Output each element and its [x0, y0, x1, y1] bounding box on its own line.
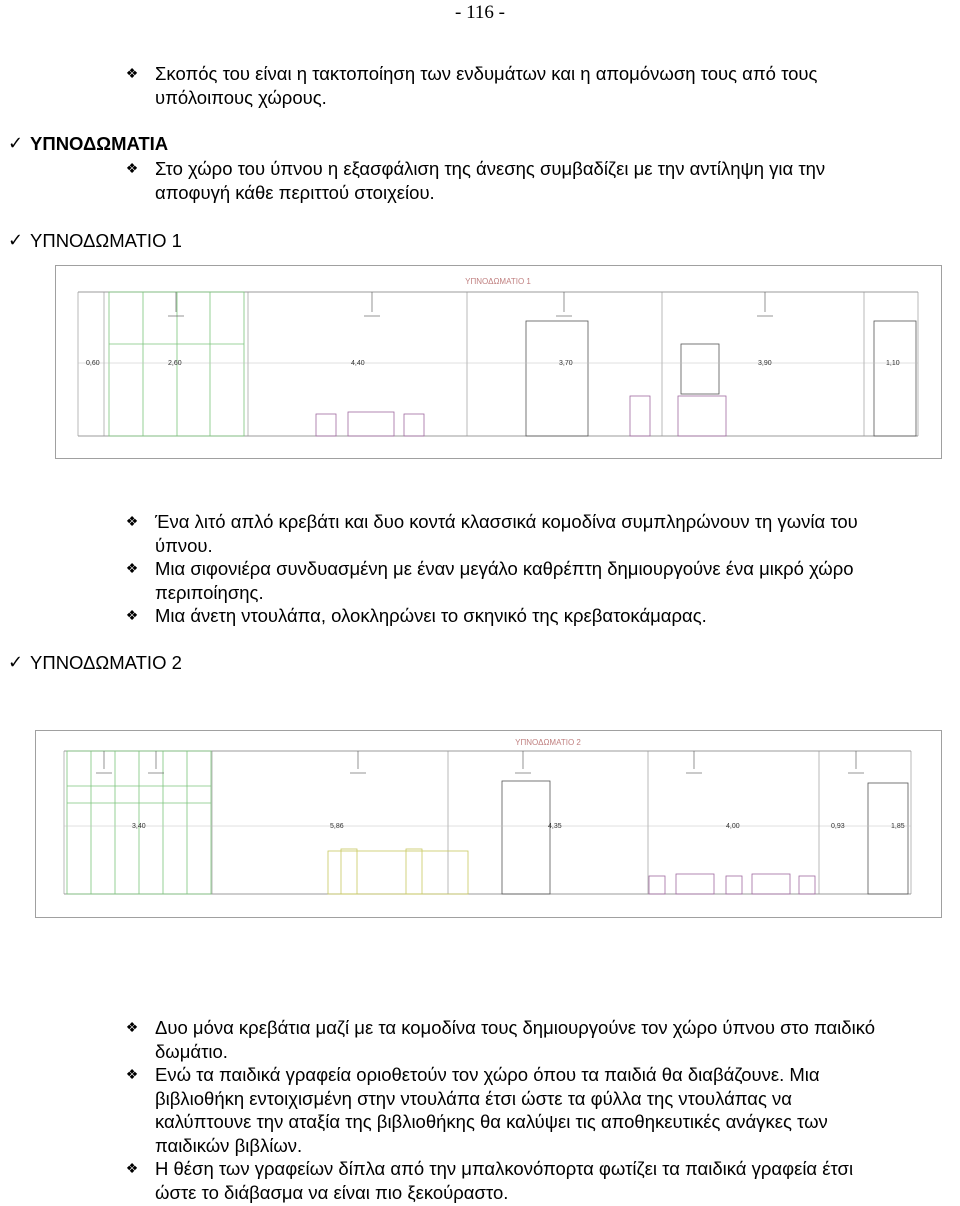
drawing-title: ΥΠΝΟΔΩΜΑΤΙΟ 1 — [465, 277, 531, 286]
diamond-bullet-icon: ❖ — [125, 1160, 139, 1176]
bedroom1-bullet: Ένα λιτό απλό κρεβάτι και δυο κοντά κλασσικά κομοδίνα συμπληρώνουν τη γωνία του ύπνου. — [155, 511, 858, 556]
diamond-bullet-icon: ❖ — [125, 607, 139, 623]
bedroom1-bullet: Μια σιφονιέρα συνδυασμένη με έναν μεγάλο καθρέπτη δημιουργούνε ένα μικρό χώρο περιποίησης. — [155, 558, 854, 603]
dim-label: 3,70 — [559, 360, 573, 367]
dim-label: 4,35 — [548, 823, 562, 830]
dim-label: 1,10 — [886, 360, 900, 367]
bedroom2-bullet: Η θέση των γραφείων δίπλα από την μπαλκονόπορτα φωτίζει τα παιδικά γραφεία έτσι ώστε το διάβασμα να είναι πιο ξεκούραστο. — [155, 1158, 854, 1203]
bedroom2-bullet: Ενώ τα παιδικά γραφεία οριοθετούν τον χώρο όπου τα παιδιά θα διαβάζουνε. Μια βιβλιοθήκη εντοιχισμένη στην ντουλάπα έτσι ώστε τα φύλλα της ντουλάπας να καλύπτουνε την αταξία της βιβλιοθήκης θα καλύψει τις αποθηκευτικές ανάγκες των παιδικών βιβλίων. — [155, 1064, 828, 1156]
section-heading-bedrooms: ΥΠΝΟΔΩΜΑΤΙΑ — [30, 133, 169, 154]
dim-label: 3,90 — [758, 360, 772, 367]
bedroom1-elevation-drawing — [55, 265, 942, 459]
drawing-title: ΥΠΝΟΔΩΜΑΤΙΟ 2 — [515, 738, 581, 747]
diamond-bullet-icon: ❖ — [125, 1066, 139, 1082]
diamond-bullet-icon: ❖ — [125, 513, 139, 529]
diamond-bullet-icon: ❖ — [125, 1019, 139, 1035]
intro-paragraph: Σκοπός του είναι η τακτοποίηση των ενδυμάτων και η απομόνωση τους από τους υπόλοιπους χώρους. — [155, 63, 818, 108]
bedroom2-elevation-drawing — [35, 730, 942, 918]
dim-label: 3,40 — [132, 823, 146, 830]
bedroom1-heading: ΥΠΝΟΔΩΜΑΤΙΟ 1 — [30, 230, 182, 251]
bedroom2-bullet: Δυο μόνα κρεβάτια μαζί με τα κομοδίνα τους δημιουργούνε τον χώρο ύπνου στο παιδικό δωμάτιο. — [155, 1017, 876, 1062]
bedroom1-bullet: Μια άνετη ντουλάπα, ολοκληρώνει το σκηνικό της κρεβατοκάμαρας. — [155, 605, 707, 626]
dim-label: 0,60 — [86, 360, 100, 367]
dim-label: 5,86 — [330, 823, 344, 830]
dim-label: 4,00 — [726, 823, 740, 830]
bedroom2-heading: ΥΠΝΟΔΩΜΑΤΙΟ 2 — [30, 652, 182, 673]
bedrooms-paragraph: Στο χώρο του ύπνου η εξασφάλιση της άνεσης συμβαδίζει με την αντίληψη για την αποφυγή κάθε περιττού στοιχείου. — [155, 158, 826, 203]
diamond-bullet-icon: ❖ — [125, 65, 139, 81]
diamond-bullet-icon: ❖ — [125, 560, 139, 576]
page-number: - 116 - — [455, 2, 505, 23]
dim-label: 4,40 — [351, 360, 365, 367]
dim-label: 2,60 — [168, 360, 182, 367]
checkmark-icon: ✓ — [8, 652, 24, 673]
diamond-bullet-icon: ❖ — [125, 160, 139, 176]
dim-label: 0,93 — [831, 823, 845, 830]
dim-label: 1,85 — [891, 823, 905, 830]
checkmark-icon: ✓ — [8, 230, 24, 251]
checkmark-icon: ✓ — [8, 133, 24, 154]
